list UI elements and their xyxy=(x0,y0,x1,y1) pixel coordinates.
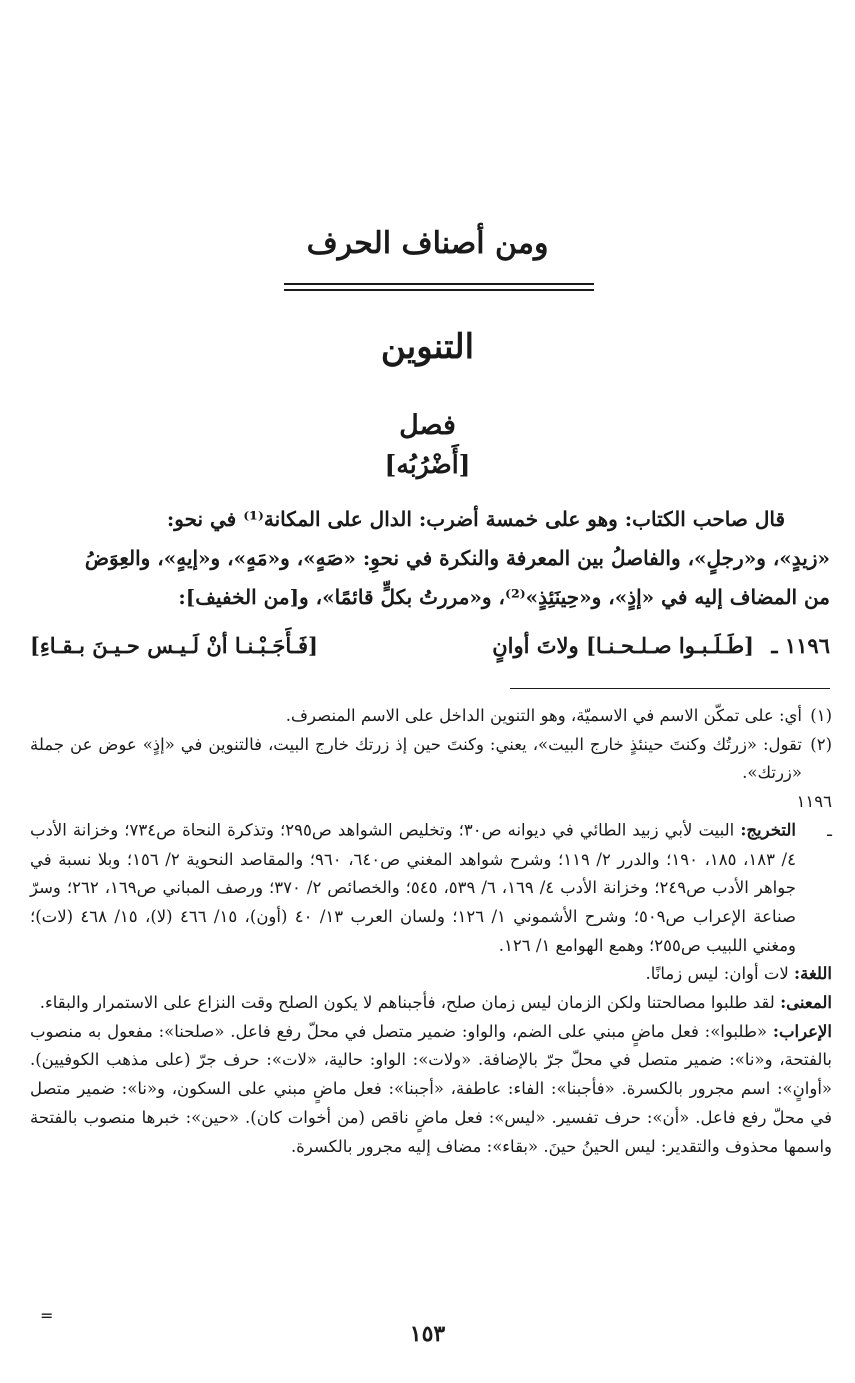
footnote-number: (٢) xyxy=(810,734,832,754)
irab-text: «طلبوا»: فعل ماضٍ مبني على الضم، والواو: ضمير متصل في محلّ رفع فاعل. «صلحنا»: مفعول به منصوب بالفتحة، و«نا»: ضمير متصل في محلّ جرّ بالإضافة. «ولات»: الواو: حالية، «لات»: حرف جرّ (على مذهب الكوفيين). «أوانٍ»: اسم مجرور بالكسرة. «فأجبنا»: الفاء: عاطفة، «أجبنا»: فعل ماضٍ مبني على السكون، و«نا»: ضمير متصل في محلّ رفع فاعل. «أن»: حرف تفسير. «ليس»: فعل ماضٍ ناقص (من أخوات كان). «حين»: خبرها منصوب بالفتحة واسمها محذوف والتقدير: ليس الحينُ حينَ. «بقاء»: مضاف إليه مجرور بالكسرة. xyxy=(30,1021,832,1156)
lugha-text: لات أوان: ليس زمانًا. xyxy=(645,964,789,984)
footnote-2 xyxy=(30,731,832,788)
fasl-heading: فصل xyxy=(399,410,456,441)
main-text xyxy=(30,500,830,617)
footnote-1 xyxy=(30,702,832,731)
footnote-text: أي: على تمكّن الاسم في الاسميّة، وهو التنوين الداخل على الاسم المنصرف. xyxy=(285,706,802,725)
heading-double-rule xyxy=(284,283,594,291)
footnotes xyxy=(30,702,832,1161)
lugha-note xyxy=(30,960,832,989)
main-text-line: قال صاحب الكتاب: وهو على خمسة أضرب: الدال على المكانة⁽¹⁾ في نحو: xyxy=(166,507,785,531)
verse-note-number: ١١٩٦ ـ xyxy=(796,792,832,840)
continuation-mark: = xyxy=(40,1306,54,1325)
maana-note xyxy=(30,989,832,1018)
footnote-separator xyxy=(510,688,830,689)
verse-first-hemistich: [طَـلَـبـوا صـلـحـنـا] ولاتَ أوانٍ xyxy=(492,633,754,658)
subsection-heading: [أَضْرُبُه] xyxy=(384,450,471,479)
footnote-text: تقول: «زرتُك وكنتَ حينئذٍ خارج البيت»، يعني: وكنتَ حين إذ زرتك خارج البيت، فالتنوين في «إذٍ» عوض عن جملة «زرتك». xyxy=(30,734,802,783)
verse-second-hemistich: [فَـأَجَـبْـنـا أنْ لَـيـس حـيـنَ بـقـاءِ] xyxy=(30,633,318,658)
section-heading: ومن أصناف الحرف xyxy=(306,226,549,261)
irab-label: الإعراب: xyxy=(772,1021,833,1041)
takhrij-label: التخريج: xyxy=(740,820,796,840)
chapter-title: التنوين xyxy=(380,327,475,367)
verse-line xyxy=(30,626,830,666)
takhrij-note xyxy=(30,788,832,960)
irab-note xyxy=(30,1018,832,1162)
main-text-line: من المضاف إليه في «إذٍ»، و«حِينَئِذٍ»⁽²⁾، و«مررتُ بكلٍّ قائمًا»، و[من الخفيف]: xyxy=(178,585,830,609)
maana-text: لقد طلبوا مصالحتنا ولكن الزمان ليس زمان صلح، فأجبناهم لا يكون الصلح وقت النزاع على الاستمرار والبقاء. xyxy=(39,993,775,1013)
maana-label: المعنى: xyxy=(780,993,832,1013)
page-number: ١٥٣ xyxy=(409,1321,446,1347)
lugha-label: اللغة: xyxy=(794,964,832,984)
main-text-line: «زيدٍ»، و«رجلٍ»، والفاصلُ بين المعرفة والنكرة في نحوِ: «صَهٍ»، و«مَهٍ»، و«إيهٍ»، والعِوَضُ xyxy=(84,546,830,570)
footnote-number: (١) xyxy=(810,706,832,725)
verse-number: ١١٩٦ ـ xyxy=(771,633,830,658)
takhrij-text: البيت لأبي زبيد الطائي في ديوانه ص٣٠؛ وتخليص الشواهد ص٢٩٥؛ وتذكرة النحاة ص٧٣٤؛ وخزانة الأدب ٤/ ١٨٣، ١٨٥، ١٩٠؛ والدرر ٢/ ١١٩؛ وشرح شواهد المغني ص٦٤٠، ٩٦٠؛ والمقاصد النحوية ٢/ ١٥٦؛ وبلا نسبة في جواهر الأدب ص٢٤٩؛ وخزانة الأدب ٤/ ١٦٩، ٦/ ٥٣٩، ٥٤٥؛ والخصائص ٢/ ٣٧٠؛ ورصف المباني ص١٦٩، ٢٦٢؛ وسرّ صناعة الإعراب ص٥٠٩؛ وشرح الأشموني ١/ ١٢٦؛ ولسان العرب ١٣/ ٤٠ (أون)، ١٥/ ٤٦٦ (لا)، ١٥/ ٤٦٨ (لات)؛ ومغني اللبيب ص٢٥٥؛ وهمع الهوامع ١/ ١٢٦. xyxy=(30,820,796,955)
